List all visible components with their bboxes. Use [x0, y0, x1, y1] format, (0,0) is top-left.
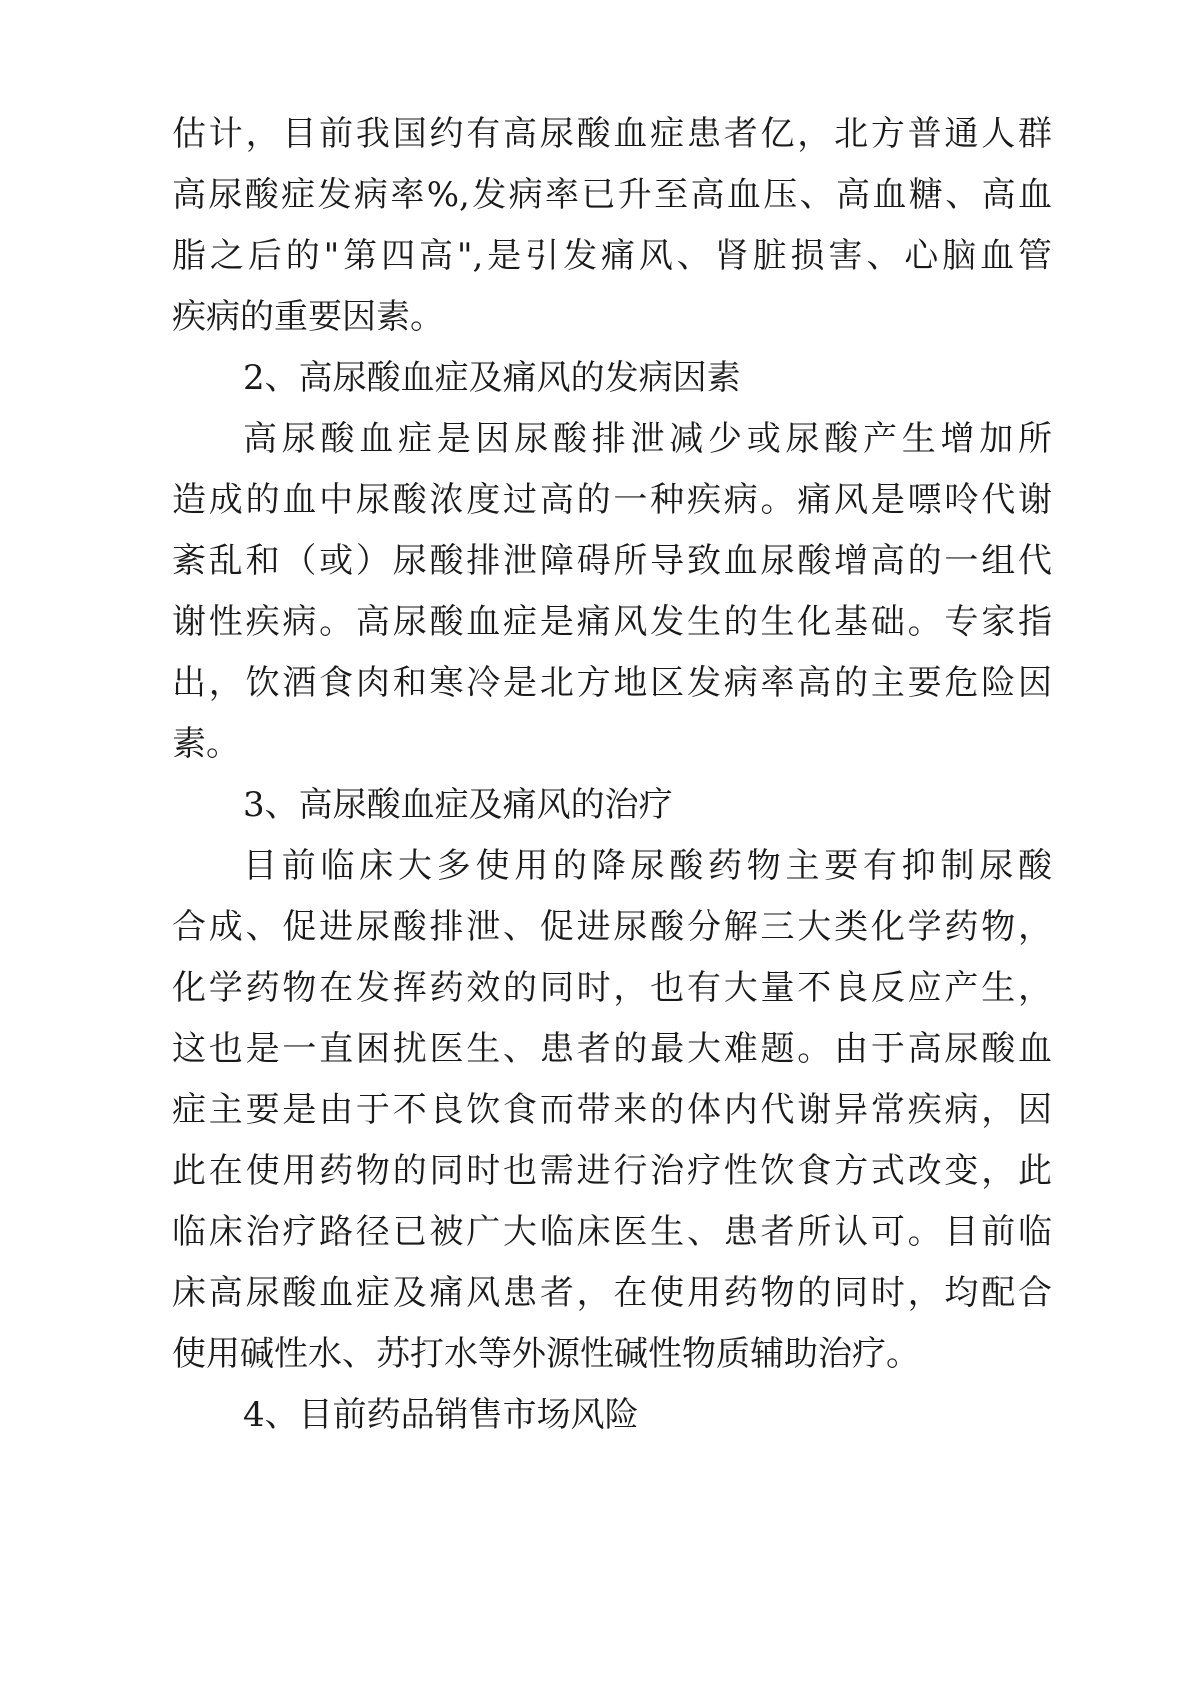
- text-line: 估计，目前我国约有高尿酸血症患者亿，北方普通人群: [172, 114, 1052, 154]
- text-line: 紊乱和（或）尿酸排泄障碍所导致血尿酸增高的一组代: [172, 541, 1052, 581]
- text-line: 这也是一直困扰医生、患者的最大难题。由于高尿酸血: [172, 1029, 1052, 1069]
- text-line: 目前临床大多使用的降尿酸药物主要有抑制尿酸: [243, 846, 1052, 886]
- text-line: 合成、促进尿酸排泄、促进尿酸分解三大类化学药物，: [172, 907, 1052, 947]
- text-line: 临床治疗路径已被广大临床医生、患者所认可。目前临: [172, 1212, 1052, 1252]
- text-line: 化学药物在发挥药效的同时，也有大量不良反应产生，: [172, 968, 1052, 1008]
- text-line: 此在使用药物的同时也需进行治疗性饮食方式改变，此: [172, 1151, 1052, 1191]
- section-heading: 3、高尿酸血症及痛风的治疗: [243, 785, 673, 825]
- text-line: 脂之后的"第四高",是引发痛风、肾脏损害、心脑血管: [172, 236, 1052, 276]
- text-line: 疾病的重要因素。: [172, 297, 444, 337]
- text-line: 症主要是由于不良饮食而带来的体内代谢异常疾病，因: [172, 1090, 1052, 1130]
- text-line: 谢性疾病。高尿酸血症是痛风发生的生化基础。专家指: [172, 602, 1052, 642]
- text-line: 出，饮酒食肉和寒冷是北方地区发病率高的主要危险因: [172, 663, 1052, 703]
- text-line: 造成的血中尿酸浓度过高的一种疾病。痛风是嘌呤代谢: [172, 480, 1052, 520]
- section-heading: 2、高尿酸血症及痛风的发病因素: [243, 358, 741, 398]
- text-line: 高尿酸血症是因尿酸排泄减少或尿酸产生增加所: [243, 419, 1052, 459]
- section-heading: 4、目前药品销售市场风险: [243, 1395, 639, 1435]
- text-line: 素。: [172, 724, 240, 764]
- text-line: 高尿酸症发病率%,发病率已升至高血压、高血糖、高血: [172, 175, 1052, 215]
- text-line: 床高尿酸血症及痛风患者，在使用药物的同时，均配合: [172, 1273, 1052, 1313]
- text-line: 使用碱性水、苏打水等外源性碱性物质辅助治疗。: [172, 1334, 920, 1374]
